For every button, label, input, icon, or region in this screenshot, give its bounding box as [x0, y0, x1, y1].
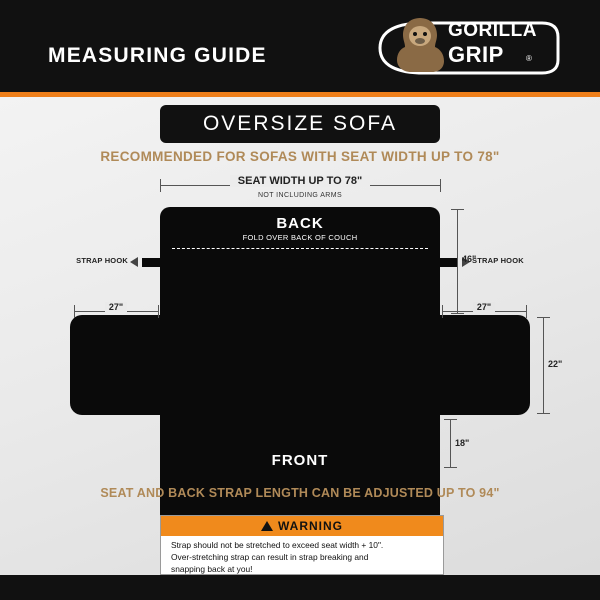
recommendation-subtitle: RECOMMENDED FOR SOFAS WITH SEAT WIDTH UP TO 78": [100, 149, 500, 164]
front-drop-label: 18": [455, 438, 470, 448]
arm-left-label: 27": [105, 302, 127, 312]
warning-line-3: snapping back at you!: [171, 563, 253, 574]
seat-depth-label: 22": [548, 359, 563, 369]
arm-right-tick-right: [526, 305, 527, 318]
seat-width-label-wrap: [160, 175, 440, 187]
back-height-tick-bottom: [451, 313, 464, 314]
footer-bar: [0, 575, 600, 600]
brand-logo: [372, 14, 560, 80]
front-drop-dimension-line: [450, 419, 451, 467]
seat-width-label: SEAT WIDTH UP TO 78": [230, 175, 370, 187]
warning-header: [161, 516, 443, 536]
warning-header-inner: [161, 516, 443, 536]
fold-line: [172, 248, 428, 249]
brand-name-top: GORILLA: [448, 20, 537, 41]
seat-depth-dimension-line: [543, 317, 544, 413]
seat-depth-tick-top: [537, 317, 550, 318]
seat-width-note: NOT INCLUDING ARMS: [257, 192, 343, 199]
seat-depth-tick-bottom: [537, 413, 550, 414]
arm-right-label-wrap: [442, 302, 526, 312]
product-title-plate: [160, 105, 440, 143]
back-sublabel: FOLD OVER BACK OF COUCH: [242, 233, 358, 242]
brand-name-bottom: GRIP: [448, 42, 504, 67]
arm-right-label: 27": [473, 302, 495, 312]
warning-triangle-icon: [261, 521, 273, 531]
header-bar: [0, 0, 600, 92]
warning-box: [160, 515, 444, 575]
warning-body: [171, 540, 433, 576]
warning-line-2: Over-stretching strap can result in strap breaking and: [171, 551, 369, 562]
strap-hook-left-arrow-icon: [130, 257, 138, 267]
back-height-tick-top: [451, 209, 464, 210]
back-height-label: 46": [462, 254, 477, 264]
strap-hook-right-label: STRAP HOOK: [472, 256, 524, 265]
gorilla-icon: [394, 16, 446, 74]
strap-hook-right-shape: [440, 258, 458, 267]
strap-hook-left-shape: [142, 258, 160, 267]
back-height-dimension-line: [457, 209, 458, 313]
front-drop-tick-top: [444, 419, 457, 420]
front-label: FRONT: [271, 452, 329, 469]
brand-registered-mark: ®: [526, 54, 532, 63]
arm-left-label-wrap: [74, 302, 158, 312]
strap-hook-left-label: STRAP HOOK: [76, 256, 128, 265]
diagram-area: [0, 97, 600, 575]
arm-left-tick-right: [158, 305, 159, 318]
strap-length-note: SEAT AND BACK STRAP LENGTH CAN BE ADJUSTED UP TO 94": [100, 486, 500, 500]
product-title: OVERSIZE SOFA: [202, 112, 398, 135]
warning-line-1: Strap should not be stretched to exceed seat width + 10".: [171, 540, 384, 550]
front-drop-tick-bottom: [444, 467, 457, 468]
warning-heading-text: WARNING: [278, 519, 343, 533]
page-title: MEASURING GUIDE: [48, 44, 267, 67]
seat-width-tick-right: [440, 179, 441, 192]
back-label: BACK: [276, 215, 324, 232]
